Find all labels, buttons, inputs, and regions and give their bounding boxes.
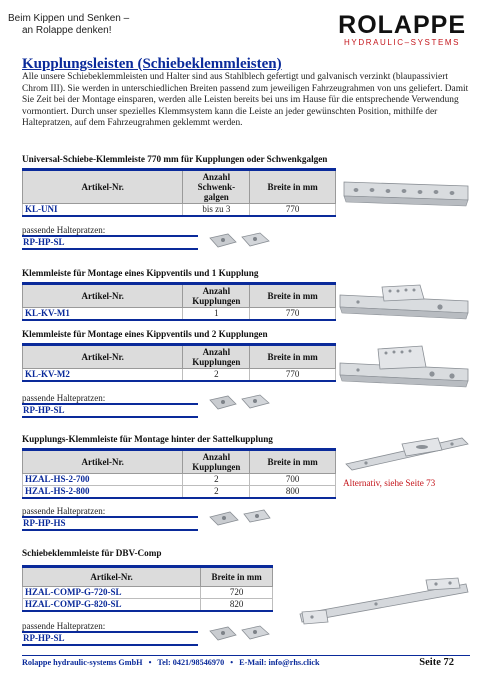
col-header-artikel: Artikel-Nr. bbox=[23, 567, 201, 587]
section-title-hzal-hs: Kupplungs-Klemmleiste für Montage hinter der Sattelkupplung bbox=[22, 434, 273, 444]
rolappe-logo bbox=[338, 12, 466, 48]
col-header-breite: Breite in mm bbox=[250, 170, 336, 204]
table-row bbox=[23, 308, 336, 321]
table-kl-kv-m2 bbox=[22, 343, 336, 382]
intro-paragraph: Alle unsere Schiebeklemmleisten und Halter sind aus Stahlblech gefertigt und galvanisch verzinkt (blaupassiviert Chrom III). Sie werden in unterschiedlichen Breiten passend zum jeweiligen Fahrzeugrahmen von uns geliefert. Damit Sie Zeit bei der Montage einsparen, werden alle Leisten bereits bei uns im Hause für die entsprechende Verwendung vormontiert. Durch unser spezielles Klemmsystem kann die Leiste an jeder gewünschten Position, mithilfe der Haltepratzen, auf dem Fahrzeugrahmen geklemmt werden. bbox=[22, 72, 469, 128]
section-title-kl-uni: Universal-Schiebe-Klemmleiste 770 mm für Kupplungen oder Schwenkgalgen bbox=[22, 154, 328, 164]
klemmleiste-hs-image bbox=[342, 434, 470, 472]
klemmleiste-kv-m1-image bbox=[338, 283, 472, 323]
alternative-note: Alternativ, siehe Seite 73 bbox=[343, 478, 436, 488]
col-header-artikel: Artikel-Nr. bbox=[23, 345, 183, 369]
pads-block-4 bbox=[22, 621, 198, 646]
cell-anzahl: 2 bbox=[183, 474, 250, 486]
pads-code: RP-HP-SL bbox=[22, 403, 198, 418]
halteratzen-image bbox=[208, 392, 272, 414]
bullet-icon: • bbox=[148, 658, 152, 667]
cell-breite: 770 bbox=[250, 369, 336, 382]
pads-label: passende Haltepratzen: bbox=[22, 621, 106, 631]
cell-anzahl: bis zu 3 bbox=[183, 204, 250, 217]
halteratzen-image bbox=[208, 623, 272, 645]
halteratzen-image bbox=[208, 230, 272, 252]
cell-breite: 800 bbox=[250, 486, 336, 499]
cell-anzahl: 2 bbox=[183, 369, 250, 382]
klemmleiste-kv-m2-image bbox=[338, 343, 472, 391]
cell-breite: 700 bbox=[250, 474, 336, 486]
pads-code: RP-HP-HS bbox=[22, 516, 198, 531]
pads-block-1 bbox=[22, 225, 198, 250]
article-code: KL-KV-M2 bbox=[23, 369, 183, 382]
cell-breite: 770 bbox=[250, 308, 336, 321]
bullet-icon: • bbox=[230, 658, 234, 667]
article-code: HZAL-HS-2-700 bbox=[23, 474, 183, 486]
logo-brand: ROLAPPE bbox=[338, 11, 466, 39]
col-header-artikel: Artikel-Nr. bbox=[23, 450, 183, 474]
table-row bbox=[23, 599, 273, 612]
pads-code: RP-HP-SL bbox=[22, 631, 198, 646]
col-header-anzahl: Anzahl Kupplungen bbox=[183, 284, 250, 308]
pads-label: passende Haltepratzen: bbox=[22, 393, 106, 403]
table-kl-uni bbox=[22, 168, 336, 217]
pads-block-2 bbox=[22, 393, 198, 418]
pads-code: RP-HP-SL bbox=[22, 235, 198, 250]
page-number: Seite 72 bbox=[419, 657, 454, 668]
slogan-line-2: an Rolappe denken! bbox=[22, 25, 112, 36]
slogan-line-1: Beim Kippen und Senken – bbox=[8, 13, 130, 24]
col-header-anzahl: Anzahl Kupplungen bbox=[183, 345, 250, 369]
table-kl-kv-m1 bbox=[22, 282, 336, 321]
table-row bbox=[23, 486, 336, 499]
logo-subtitle: HYDRAULIC–SYSTEMS bbox=[344, 38, 461, 47]
article-code: HZAL-COMP-G-820-SL bbox=[23, 599, 201, 612]
table-row bbox=[23, 474, 336, 486]
halteratzen-hs-image bbox=[208, 506, 272, 528]
pads-block-3 bbox=[22, 506, 198, 531]
footer bbox=[22, 655, 470, 667]
col-header-artikel: Artikel-Nr. bbox=[23, 284, 183, 308]
col-header-breite: Breite in mm bbox=[201, 567, 273, 587]
article-code: HZAL-COMP-G-720-SL bbox=[23, 587, 201, 599]
cell-anzahl: 1 bbox=[183, 308, 250, 321]
cell-breite: 820 bbox=[201, 599, 273, 612]
pads-label: passende Haltepratzen: bbox=[22, 225, 106, 235]
footer-email[interactable]: E-Mail: info@rhs.click bbox=[239, 658, 320, 667]
schiebeklemmleiste-dbv-image bbox=[296, 576, 472, 630]
col-header-breite: Breite in mm bbox=[250, 284, 336, 308]
col-header-breite: Breite in mm bbox=[250, 450, 336, 474]
col-header-anzahl: Anzahl Kupplungen bbox=[183, 450, 250, 474]
section-title-dbv-comp: Schiebeklemmleiste für DBV-Comp bbox=[22, 548, 162, 558]
col-header-anzahl: Anzahl Schwenk-galgen bbox=[183, 170, 250, 204]
cell-breite: 770 bbox=[250, 204, 336, 217]
col-header-artikel: Artikel-Nr. bbox=[23, 170, 183, 204]
article-code: HZAL-HS-2-800 bbox=[23, 486, 183, 499]
table-row bbox=[23, 204, 336, 217]
slogan bbox=[8, 13, 129, 37]
cell-breite: 720 bbox=[201, 587, 273, 599]
table-row bbox=[23, 369, 336, 382]
footer-phone: Tel: 0421/98546970 bbox=[157, 658, 225, 667]
footer-company: Rolappe hydraulic-systems GmbH bbox=[22, 658, 143, 667]
section-title-kl-kv-m1: Klemmleiste für Montage eines Kippventils und 1 Kupplung bbox=[22, 268, 259, 278]
pads-label: passende Haltepratzen: bbox=[22, 506, 106, 516]
page-title: Kupplungsleisten (Schiebeklemmleisten) bbox=[22, 56, 282, 72]
article-code: KL-KV-M1 bbox=[23, 308, 183, 321]
table-row bbox=[23, 587, 273, 599]
article-code: KL-UNI bbox=[23, 204, 183, 217]
table-hzal-hs bbox=[22, 448, 336, 499]
section-title-kl-kv-m2: Klemmleiste für Montage eines Kippventils und 2 Kupplungen bbox=[22, 329, 268, 339]
table-dbv-comp bbox=[22, 565, 273, 612]
col-header-breite: Breite in mm bbox=[250, 345, 336, 369]
klemmleiste-uni-image bbox=[342, 176, 472, 212]
cell-anzahl: 2 bbox=[183, 486, 250, 499]
